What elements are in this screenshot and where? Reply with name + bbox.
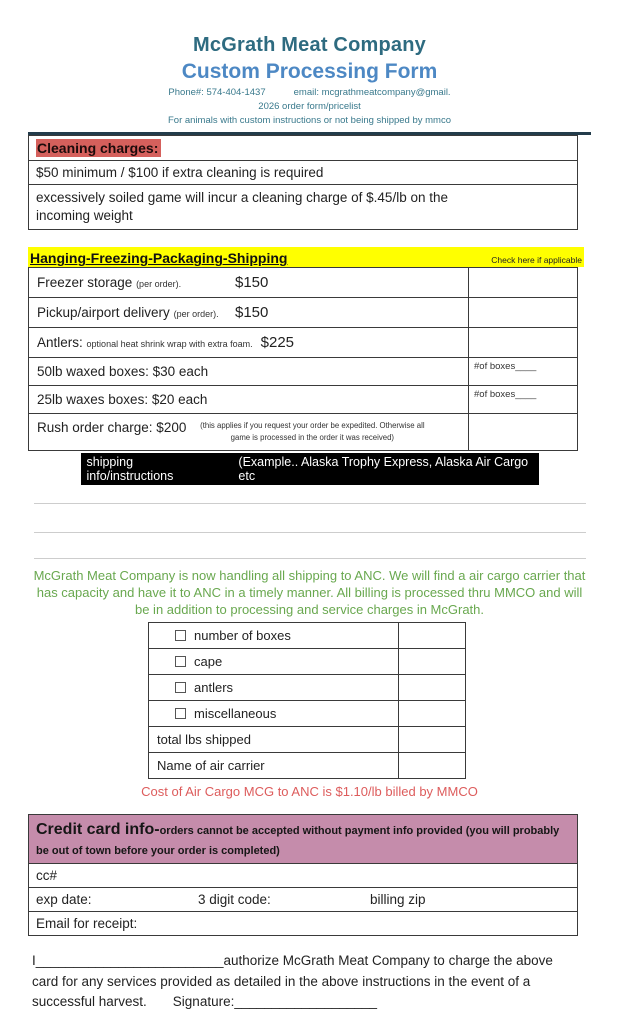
- credit-card-subtitle: orders cannot be accepted without payment info provided (you will probably be out of town before your order is completed): [36, 825, 560, 858]
- phone-label: Phone#: 574-404-1437: [168, 87, 266, 98]
- cleaning-title: Cleaning charges:: [36, 139, 161, 157]
- row-note: (per order).: [136, 279, 182, 290]
- air-cargo-value-cell[interactable]: [399, 701, 465, 726]
- auth-prefix: I: [32, 953, 36, 969]
- cleaning-soiled-row: [29, 184, 577, 229]
- row-label-cell: [149, 675, 399, 700]
- table-row-rush-order: [29, 413, 577, 449]
- row-label-cell: [29, 328, 469, 357]
- check-cell[interactable]: [469, 268, 577, 297]
- hanging-table: [28, 267, 578, 450]
- air-cargo-row-carrier: [149, 752, 465, 778]
- row-lead: [37, 335, 253, 350]
- table-row-50lb-boxes: [29, 357, 577, 385]
- form-header: [28, 34, 591, 126]
- contact-line: [28, 87, 591, 98]
- company-title: McGrath Meat Company: [193, 34, 426, 56]
- air-cargo-row-total-lbs: [149, 726, 465, 752]
- shipping-example-label: (Example.. Alaska Trophy Express, Alaska Air Cargo etc: [238, 454, 529, 483]
- exp-date-row[interactable]: [29, 887, 577, 911]
- row-price: $150: [235, 304, 269, 322]
- table-row-antlers: [29, 327, 577, 357]
- credit-card-table: [28, 814, 578, 936]
- hanging-header-band: [28, 247, 584, 267]
- cleaning-charges-table: [28, 135, 578, 230]
- check-cell[interactable]: [469, 298, 577, 327]
- row-note: (this applies if you request your order be expedited. Otherwise all game is processed in the order it was received): [200, 421, 425, 443]
- air-cargo-row-antlers: [149, 674, 465, 700]
- row-price: $225: [260, 334, 295, 352]
- check-cell[interactable]: [469, 328, 577, 357]
- authorization-paragraph: [32, 951, 577, 1012]
- cc-number-row[interactable]: cc#: [29, 863, 577, 887]
- table-row-freezer-storage: [29, 268, 577, 297]
- boxes-count-cell[interactable]: #of boxes____: [474, 389, 537, 401]
- write-in-line[interactable]: [34, 503, 586, 504]
- air-cargo-value-cell[interactable]: [399, 623, 465, 648]
- row-label-cell: [149, 649, 399, 674]
- exp-date-label: exp date:: [36, 892, 92, 908]
- air-cargo-row-label: number of boxes: [194, 628, 291, 644]
- signature-label: Signature:: [172, 993, 235, 1009]
- signature-blank[interactable]: ___________________: [234, 993, 377, 1009]
- air-cargo-row-label: antlers: [194, 680, 234, 696]
- write-in-line[interactable]: [34, 532, 586, 533]
- credit-card-title: Credit card info-: [36, 821, 160, 839]
- row-note: (per order).: [173, 309, 219, 320]
- row-label-cell: 25lb waxes boxes: $20 each: [29, 386, 469, 413]
- check-here-label: Check here if applicable: [491, 255, 582, 266]
- cleaning-soiled-text: excessively soiled game will incur a cleaning charge of $.45/lb on the incoming weight: [36, 190, 448, 224]
- checkbox[interactable]: [175, 708, 186, 719]
- row-label-cell: total lbs shipped: [149, 727, 399, 752]
- pricelist-line: 2026 order form/pricelist: [258, 101, 361, 112]
- name-blank[interactable]: _________________________: [35, 953, 224, 969]
- row-label-cell: [29, 414, 469, 449]
- row-label-cell: [29, 268, 469, 297]
- billing-zip-label: billing zip: [370, 892, 426, 908]
- row-label-cell: [29, 298, 469, 327]
- air-cargo-row-boxes: [149, 623, 465, 648]
- code-label: 3 digit code:: [198, 892, 271, 908]
- air-cargo-table: [148, 622, 466, 779]
- air-cargo-value-cell[interactable]: [399, 727, 465, 752]
- row-note: optional heat shrink wrap with extra foam.: [86, 339, 253, 350]
- row-label-cell: 50lb waxed boxes: $30 each: [29, 358, 469, 385]
- air-cargo-row-label: cape: [194, 654, 223, 670]
- row-lead: [37, 275, 235, 290]
- checkbox[interactable]: [175, 656, 186, 667]
- row-label-cell: Name of air carrier: [149, 753, 399, 778]
- shipping-info-label: shipping info/instructions: [86, 454, 174, 483]
- row-price: $150: [235, 274, 269, 292]
- air-cargo-row-cape: [149, 648, 465, 674]
- table-row-pickup-delivery: [29, 297, 577, 327]
- air-cargo-row-misc: [149, 700, 465, 726]
- email-receipt-row[interactable]: Email for receipt:: [29, 911, 577, 935]
- form-title: Custom Processing Form: [181, 60, 438, 83]
- hanging-title: Hanging-Freezing-Packaging-Shipping: [30, 250, 288, 267]
- cleaning-title-row: [29, 136, 577, 160]
- row-label-cell: [149, 623, 399, 648]
- shipping-info-bar: [81, 453, 539, 485]
- checkbox[interactable]: [175, 630, 186, 641]
- air-cargo-cost-note: Cost of Air Cargo MCG to ANC is $1.10/lb billed by MMCO: [141, 784, 478, 800]
- write-in-line[interactable]: [34, 558, 586, 559]
- row-label: Freezer storage: [37, 275, 133, 291]
- air-cargo-value-cell[interactable]: [399, 675, 465, 700]
- row-lead: [37, 305, 235, 320]
- boxes-count-cell[interactable]: #of boxes____: [474, 361, 537, 373]
- air-cargo-value-cell[interactable]: [399, 649, 465, 674]
- row-label-cell: [149, 701, 399, 726]
- checkbox[interactable]: [175, 682, 186, 693]
- custom-note-line: For animals with custom instructions or not being shipped by mmco: [167, 115, 451, 126]
- row-label: Rush order charge: $200: [37, 420, 187, 436]
- row-label: Pickup/airport delivery: [37, 305, 170, 321]
- air-cargo-row-label: miscellaneous: [194, 706, 277, 722]
- table-row-25lb-boxes: [29, 385, 577, 413]
- shipping-notice-text: McGrath Meat Company is now handling all shipping to ANC. We will find a air cargo carrier that has capacity and have it to ANC in a timely manner. All billing is processed thru MMCO and will be in addition to processing and service charges in McGrath.: [33, 567, 586, 617]
- air-cargo-value-cell[interactable]: [399, 753, 465, 778]
- auth-body: authorize McGrath Meat Company to charge the above card for any services provided as detailed in the above instructions in the event of a successful harvest.: [32, 953, 553, 1009]
- row-label: Antlers:: [37, 335, 83, 351]
- check-cell[interactable]: [469, 414, 577, 449]
- cleaning-minimum-row: $50 minimum / $100 if extra cleaning is required: [29, 160, 577, 184]
- credit-card-header-row: [29, 815, 577, 863]
- email-label: email: mcgrathmeatcompany@gmail.: [293, 87, 451, 98]
